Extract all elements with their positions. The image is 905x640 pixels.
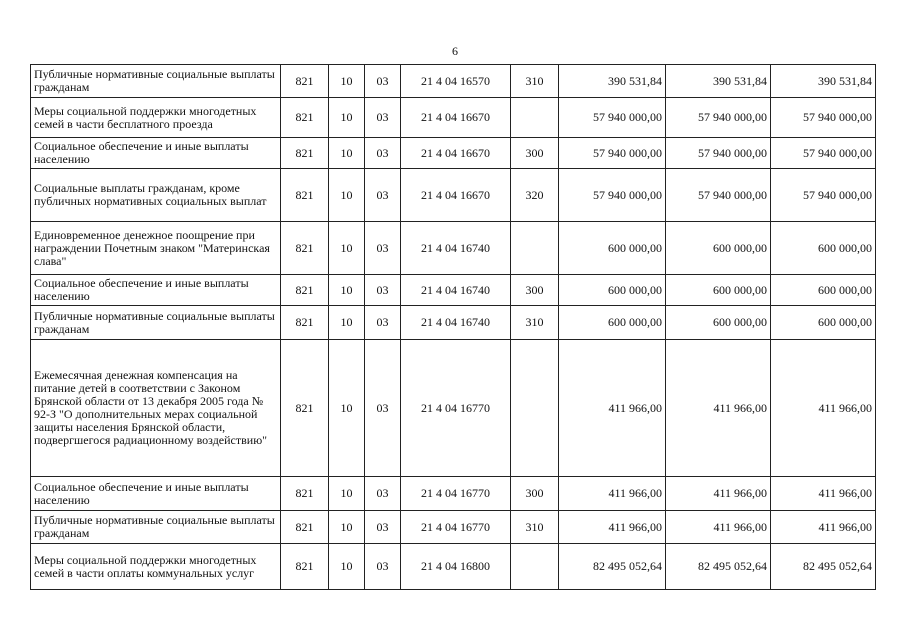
row-admin-code: 821 [281,65,329,98]
row-sum-year1: 57 940 000,00 [559,98,666,138]
row-expense-type: 320 [511,169,559,222]
row-section: 10 [329,65,365,98]
row-description: Социальное обеспечение и иные выплаты населению [31,477,281,511]
row-sum-year1: 57 940 000,00 [559,138,666,169]
row-admin-code: 821 [281,222,329,275]
row-admin-code: 821 [281,138,329,169]
row-sum-year2: 600 000,00 [666,306,771,340]
table-row [31,477,876,511]
row-sum-year2: 57 940 000,00 [666,138,771,169]
row-sum-year3: 600 000,00 [771,306,876,340]
table-row [31,544,876,590]
row-sum-year3: 411 966,00 [771,511,876,544]
row-sum-year3: 411 966,00 [771,477,876,511]
budget-table [30,64,876,590]
row-admin-code: 821 [281,169,329,222]
row-subsection: 03 [365,169,401,222]
row-target-code: 21 4 04 16570 [401,65,511,98]
row-admin-code: 821 [281,275,329,306]
row-sum-year1: 600 000,00 [559,306,666,340]
row-section: 10 [329,306,365,340]
row-description: Публичные нормативные социальные выплаты гражданам [31,306,281,340]
row-sum-year2: 411 966,00 [666,477,771,511]
row-description: Ежемесячная денежная компенсация на питание детей в соответствии с Законом Брянской области от 13 декабря 2005 года № 92-З "О дополнительных мерах социальной защиты населения Брянской области, подвергшегося радиационному воздействию" [31,340,281,477]
row-section: 10 [329,169,365,222]
row-sum-year2: 600 000,00 [666,275,771,306]
row-admin-code: 821 [281,477,329,511]
row-sum-year1: 390 531,84 [559,65,666,98]
row-admin-code: 821 [281,340,329,477]
row-target-code: 21 4 04 16740 [401,306,511,340]
row-sum-year2: 82 495 052,64 [666,544,771,590]
row-subsection: 03 [365,340,401,477]
row-target-code: 21 4 04 16670 [401,98,511,138]
row-sum-year3: 57 940 000,00 [771,138,876,169]
row-section: 10 [329,138,365,169]
row-description: Меры социальной поддержки многодетных семей в части оплаты коммунальных услуг [31,544,281,590]
table-body [31,65,876,590]
row-expense-type [511,98,559,138]
table-row [31,222,876,275]
row-description: Единовременное денежное поощрение при награждении Почетным знаком "Материнская слава" [31,222,281,275]
row-sum-year1: 411 966,00 [559,511,666,544]
row-section: 10 [329,544,365,590]
table-row [31,169,876,222]
row-admin-code: 821 [281,544,329,590]
row-section: 10 [329,477,365,511]
row-description: Социальные выплаты гражданам, кроме публичных нормативных социальных выплат [31,169,281,222]
row-expense-type [511,340,559,477]
row-section: 10 [329,222,365,275]
row-subsection: 03 [365,138,401,169]
table-row [31,98,876,138]
row-expense-type [511,222,559,275]
row-target-code: 21 4 04 16800 [401,544,511,590]
row-expense-type [511,544,559,590]
row-sum-year3: 600 000,00 [771,275,876,306]
row-sum-year2: 57 940 000,00 [666,98,771,138]
row-subsection: 03 [365,477,401,511]
table-row [31,138,876,169]
row-description: Меры социальной поддержки многодетных семей в части бесплатного проезда [31,98,281,138]
row-target-code: 21 4 04 16740 [401,222,511,275]
row-expense-type: 300 [511,275,559,306]
row-expense-type: 310 [511,511,559,544]
table-row [31,65,876,98]
row-description: Публичные нормативные социальные выплаты гражданам [31,511,281,544]
row-description: Публичные нормативные социальные выплаты гражданам [31,65,281,98]
row-sum-year1: 411 966,00 [559,340,666,477]
row-target-code: 21 4 04 16670 [401,138,511,169]
row-subsection: 03 [365,544,401,590]
row-admin-code: 821 [281,98,329,138]
row-sum-year1: 411 966,00 [559,477,666,511]
row-target-code: 21 4 04 16770 [401,477,511,511]
row-sum-year2: 600 000,00 [666,222,771,275]
row-subsection: 03 [365,98,401,138]
row-sum-year2: 57 940 000,00 [666,169,771,222]
table-row [31,306,876,340]
row-target-code: 21 4 04 16770 [401,340,511,477]
row-sum-year3: 82 495 052,64 [771,544,876,590]
row-sum-year3: 411 966,00 [771,340,876,477]
row-subsection: 03 [365,65,401,98]
row-expense-type: 300 [511,138,559,169]
row-sum-year1: 600 000,00 [559,275,666,306]
row-section: 10 [329,340,365,477]
row-sum-year2: 411 966,00 [666,511,771,544]
row-expense-type: 310 [511,65,559,98]
row-section: 10 [329,511,365,544]
row-admin-code: 821 [281,306,329,340]
row-section: 10 [329,275,365,306]
row-subsection: 03 [365,511,401,544]
row-subsection: 03 [365,222,401,275]
row-sum-year1: 57 940 000,00 [559,169,666,222]
row-target-code: 21 4 04 16770 [401,511,511,544]
table-row [31,511,876,544]
row-target-code: 21 4 04 16670 [401,169,511,222]
table-row [31,275,876,306]
row-sum-year1: 600 000,00 [559,222,666,275]
row-expense-type: 310 [511,306,559,340]
row-section: 10 [329,98,365,138]
table-row [31,340,876,477]
row-sum-year2: 390 531,84 [666,65,771,98]
page-number: 6 [452,44,458,58]
row-sum-year1: 82 495 052,64 [559,544,666,590]
row-admin-code: 821 [281,511,329,544]
row-expense-type: 300 [511,477,559,511]
row-sum-year3: 57 940 000,00 [771,98,876,138]
row-sum-year3: 57 940 000,00 [771,169,876,222]
row-description: Социальное обеспечение и иные выплаты населению [31,275,281,306]
row-sum-year3: 390 531,84 [771,65,876,98]
row-sum-year3: 600 000,00 [771,222,876,275]
row-subsection: 03 [365,306,401,340]
row-description: Социальное обеспечение и иные выплаты населению [31,138,281,169]
row-sum-year2: 411 966,00 [666,340,771,477]
row-target-code: 21 4 04 16740 [401,275,511,306]
row-subsection: 03 [365,275,401,306]
